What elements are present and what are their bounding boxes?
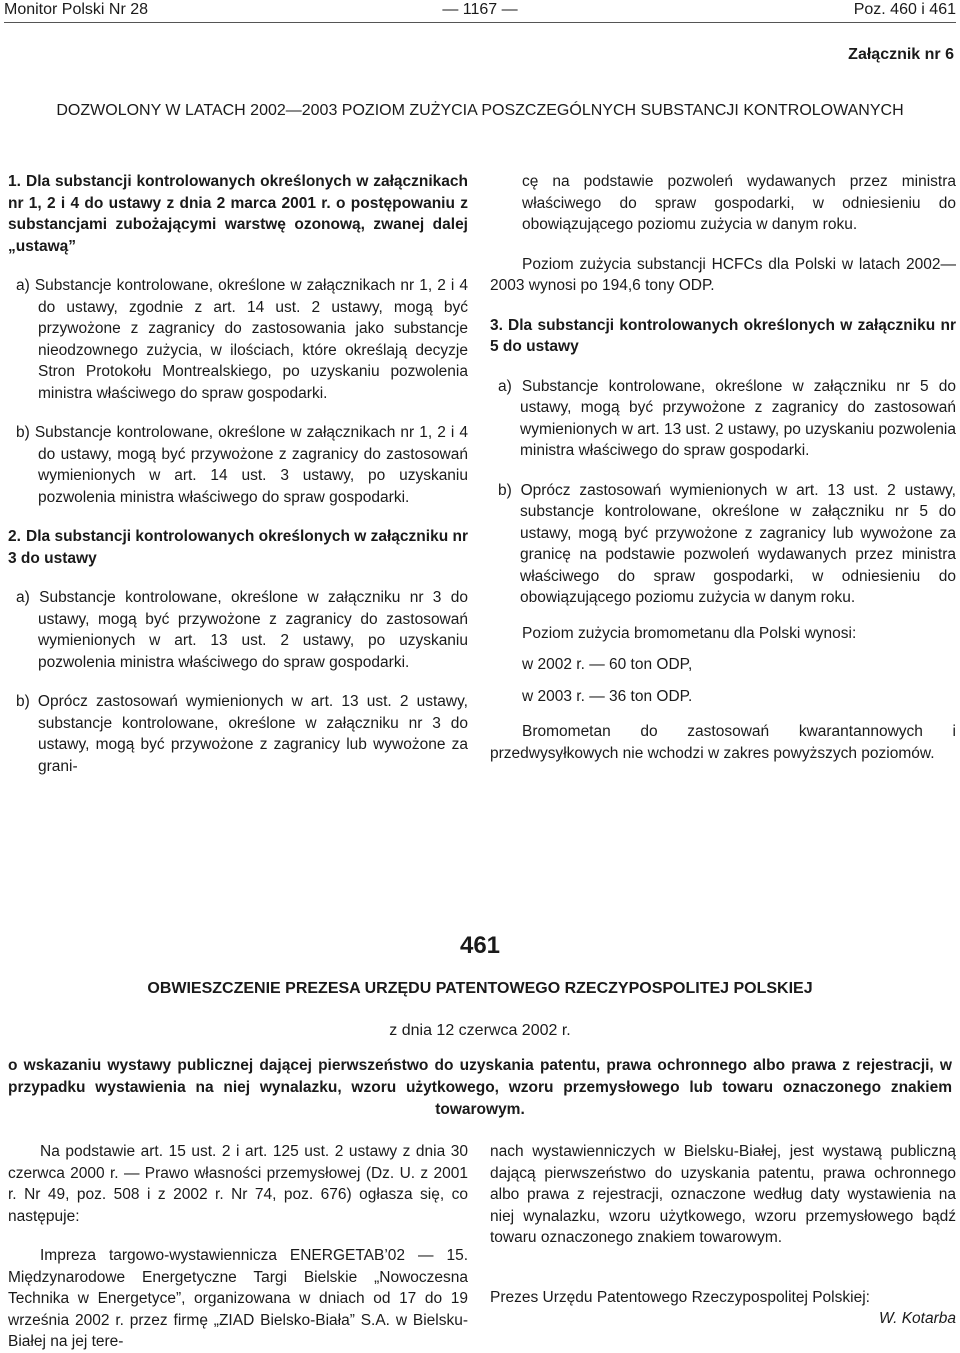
section-2-heading — [8, 526, 468, 569]
signature: W. Kotarba — [879, 1310, 956, 1327]
signatory-title: Prezes Urzędu Patentowego Rzeczypospolitej Polskiej: — [490, 1288, 870, 1306]
header-divider — [4, 22, 956, 23]
announcement-left-column — [8, 1141, 468, 1353]
section-text: Dla substancji kontrolowanych określonych w załącznikach nr 1, 2 i 4 do ustawy z dnia 2 marca 2001 r. o postępowaniu z substancjami zubożającymi warstwę ozonową, zwanej dalej „ustawą” — [8, 173, 468, 255]
page-header — [4, 0, 956, 22]
announcement-date: z dnia 12 czerwca 2002 r. — [389, 1022, 571, 1039]
section-3-heading — [490, 315, 956, 358]
bromomethan-2003: w 2003 r. — 36 ton ODP. — [522, 687, 693, 705]
announcement-right-column — [490, 1141, 956, 1330]
exhibition-continuation: nach wystawienniczych w Bielsku-Białej, jest wystawą publiczną dającą pierwszeństwo do uzyskania patentu, prawa ochronnego albo prawa z rejestracji, oznaczone według daty wystawienia na niej wynalazku, wzoru użytkowego, wzoru przemysłowego bądź towaru oznaczonego znakiem towarowym. — [490, 1143, 956, 1246]
section-number: 1. — [8, 173, 21, 190]
section-1-heading — [8, 171, 468, 257]
publication-title: Monitor Polski Nr 28 — [4, 1, 149, 18]
page-number: — 1167 — — [442, 1, 518, 18]
section-number: 3. — [490, 316, 503, 334]
announcement-subject: o wskazaniu wystawy publicznej dającej pierwszeństwo do uzyskania patentu, prawa ochronnego albo prawa z rejestracji, w przypadku wystawienia na niej wynalazku, wzoru użytkowego, wzoru przemysłowego lub towaru oznaczonego znakiem towarowym. — [8, 1057, 952, 1118]
document-title: DOZWOLONY W LATACH 2002—2003 POZIOM ZUŻYCIA POSZCZEGÓLNYCH SUBSTANCJI KONTROLOWANYCH — [56, 102, 904, 119]
section-3-item-a: a) Substancje kontrolowane, określone w załączniku nr 5 do ustawy, mogą być przywożone z zagranicy do zastosowań wymienionych w art. 13 ust. 2 ustawy, po uzyskaniu pozwolenia ministra właściwego do spraw gospodarki. — [498, 377, 956, 459]
section-text: Dla substancji kontrolowanych określonych w załączniku nr 5 do ustawy — [490, 316, 956, 355]
left-column — [8, 171, 468, 777]
exhibition-paragraph: Impreza targowo-wystawiennicza ENERGETAB’02 — 15. Międzynarodowe Energetyczne Targi Bielskie „Nowoczesna Technika w Energetyce”, organizowana w dniach od 17 do 19 września 2002 r. przez firmę „ZIAD Bielsko-Biała” S.A. w Bielsku-Białej na jej tere- — [8, 1247, 468, 1350]
bromomethan-intro: Poziom zużycia bromometanu dla Polski wynosi: — [522, 624, 857, 642]
section-1-item-b: b) Substancje kontrolowane, określone w załącznikach nr 1, 2 i 4 do ustawy, mogą być przywożone z zagranicy do zastosowań wymienionych w art. 14 ust. 3 ustawy, po uzyskaniu pozwolenia ministra właściwego do spraw gospodarki. — [16, 424, 468, 506]
right-column — [490, 171, 956, 764]
section-2-item-a: a) Substancje kontrolowane, określone w załączniku nr 3 do ustawy, mogą być przywożone z zagranicy do zastosowań wymienionych w art. 13 ust. 2 ustawy, po uzyskaniu pozwolenia ministra właściwego do spraw gospodarki. — [16, 589, 468, 671]
section-number: 2. — [8, 528, 21, 545]
section-1-item-a: a) Substancje kontrolowane, określone w załącznikach nr 1, 2 i 4 do ustawy, zgodnie z art. 14 ust. 2 ustawy, mogą być przywożone z zagranicy do zastosowania jako substancje nieodzownego zużycia, w ilościach, które określają decyzje Stron Protokołu Montrealskiego, po uzyskaniu pozwolenia ministra właściwego do spraw gospodarki. — [16, 277, 468, 402]
bromomethan-2002: w 2002 r. — 60 ton ODP, — [522, 656, 693, 673]
section-2-continuation: cę na podstawie pozwoleń wydawanych przez ministra właściwego do spraw gospodarki, w odniesieniu do obowiązującego poziomu zużycia w danym roku. — [522, 173, 956, 233]
announcement-heading: OBWIESZCZENIE PREZESA URZĘDU PATENTOWEGO RZECZYPOSPOLITEJ POLSKIEJ — [147, 980, 813, 997]
section-2-item-b: b) Oprócz zastosowań wymienionych w art. 13 ust. 2 ustawy, substancje kontrolowane, określone w załączniku nr 3 do ustawy, mogą być przywożone z zagranicy lub wywożone za grani- — [16, 693, 468, 775]
item-position: Poz. 460 i 461 — [853, 1, 956, 18]
annex-label: Załącznik nr 6 — [848, 46, 954, 63]
legal-basis-paragraph: Na podstawie art. 15 ust. 2 i art. 125 ust. 2 ustawy z dnia 30 czerwca 2000 r. — Prawo własności przemysłowej (Dz. U. z 2001 r. Nr 49, poz. 508 i z 2002 r. Nr 74, poz. 676) ogłasza się, co następuje: — [8, 1143, 468, 1225]
item-number: 461 — [459, 932, 501, 959]
section-3-item-b: b) Oprócz zastosowań wymienionych w art. 13 ust. 2 ustawy, substancje kontrolowane, określone w załączniku nr 5 do ustawy, mogą być przywożone z zagranicy lub wywożone za granicę na podstawie pozwoleń wydawanych przez ministra właściwego do spraw gospodarki, w odniesieniu do obowiązującego poziomu zużycia w danym roku. — [498, 481, 956, 606]
section-text: Dla substancji kontrolowanych określonych w załączniku nr 3 do ustawy — [8, 528, 468, 567]
bromomethan-note: Bromometan do zastosowań kwarantannowych i przedwysyłkowych nie wchodzi w zakres powyższych poziomów. — [490, 723, 956, 762]
hcfc-level: Poziom zużycia substancji HCFCs dla Polski w latach 2002—2003 wynosi po 194,6 tony ODP. — [490, 255, 956, 294]
